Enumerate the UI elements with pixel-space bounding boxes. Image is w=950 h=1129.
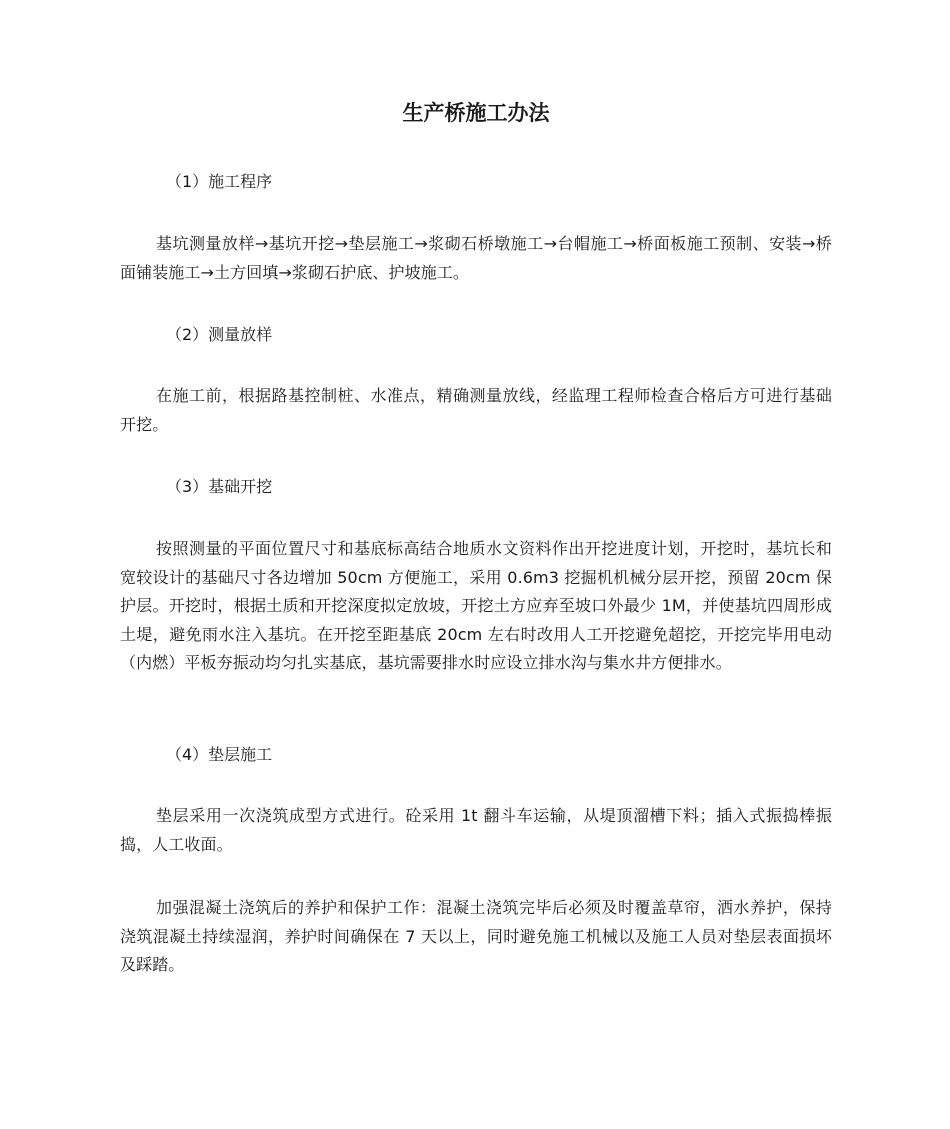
paragraph-foundation-excavation: 按照测量的平面位置尺寸和基底标高结合地质水文资料作出开挖进度计划，开挖时，基坑长和宽较设计的基础尺寸各边增加 50cm 方便施工，采用 0.6m3 挖掘机机械分层开挖，预留 20cm 保护层。开挖时，根据土质和开挖深度拟定放坡，开挖土方应弃至坡口外最少 1M，并使基坑四周形成土堤，避免雨水注入基坑。在开挖至距基底 20cm 左右时改用人工开挖避免超挖，开挖完毕用电动（内燃）平板夯振动均匀扎实基底，基坑需要排水时应设立排水沟与集水井方便排水。 <box>120 539 832 672</box>
paragraph-construction-procedure: 基坑测量放样→基坑开挖→垫层施工→浆砌石桥墩施工→台帽施工→桥面板施工预制、安装→桥面铺装施工→土方回填→浆砌石护底、护坡施工。 <box>120 234 832 282</box>
document-title: 生产桥施工办法 <box>402 101 550 125</box>
paragraph-cushion-pouring: 垫层采用一次浇筑成型方式进行。砼采用 1t 翻斗车运输，从堤顶溜槽下料；插入式振捣棒振捣，人工收面。 <box>120 806 832 854</box>
section-heading-cushion-construction: （4）垫层施工 <box>166 745 273 764</box>
section-heading-foundation-excavation: （3）基础开挖 <box>166 477 273 496</box>
section-heading-construction-procedure: （1）施工程序 <box>166 172 273 191</box>
paragraph-concrete-curing: 加强混凝土浇筑后的养护和保护工作：混凝土浇筑完毕后必须及时覆盖草帘，洒水养护，保持浇筑混凝土持续湿润，养护时间确保在 7 天以上，同时避免施工机械以及施工人员对垫层表面损坏及踩踏。 <box>120 898 832 974</box>
section-heading-surveying: （2）测量放样 <box>166 325 273 344</box>
paragraph-surveying: 在施工前，根据路基控制桩、水准点，精确测量放线，经监理工程师检查合格后方可进行基础开挖。 <box>120 386 832 434</box>
